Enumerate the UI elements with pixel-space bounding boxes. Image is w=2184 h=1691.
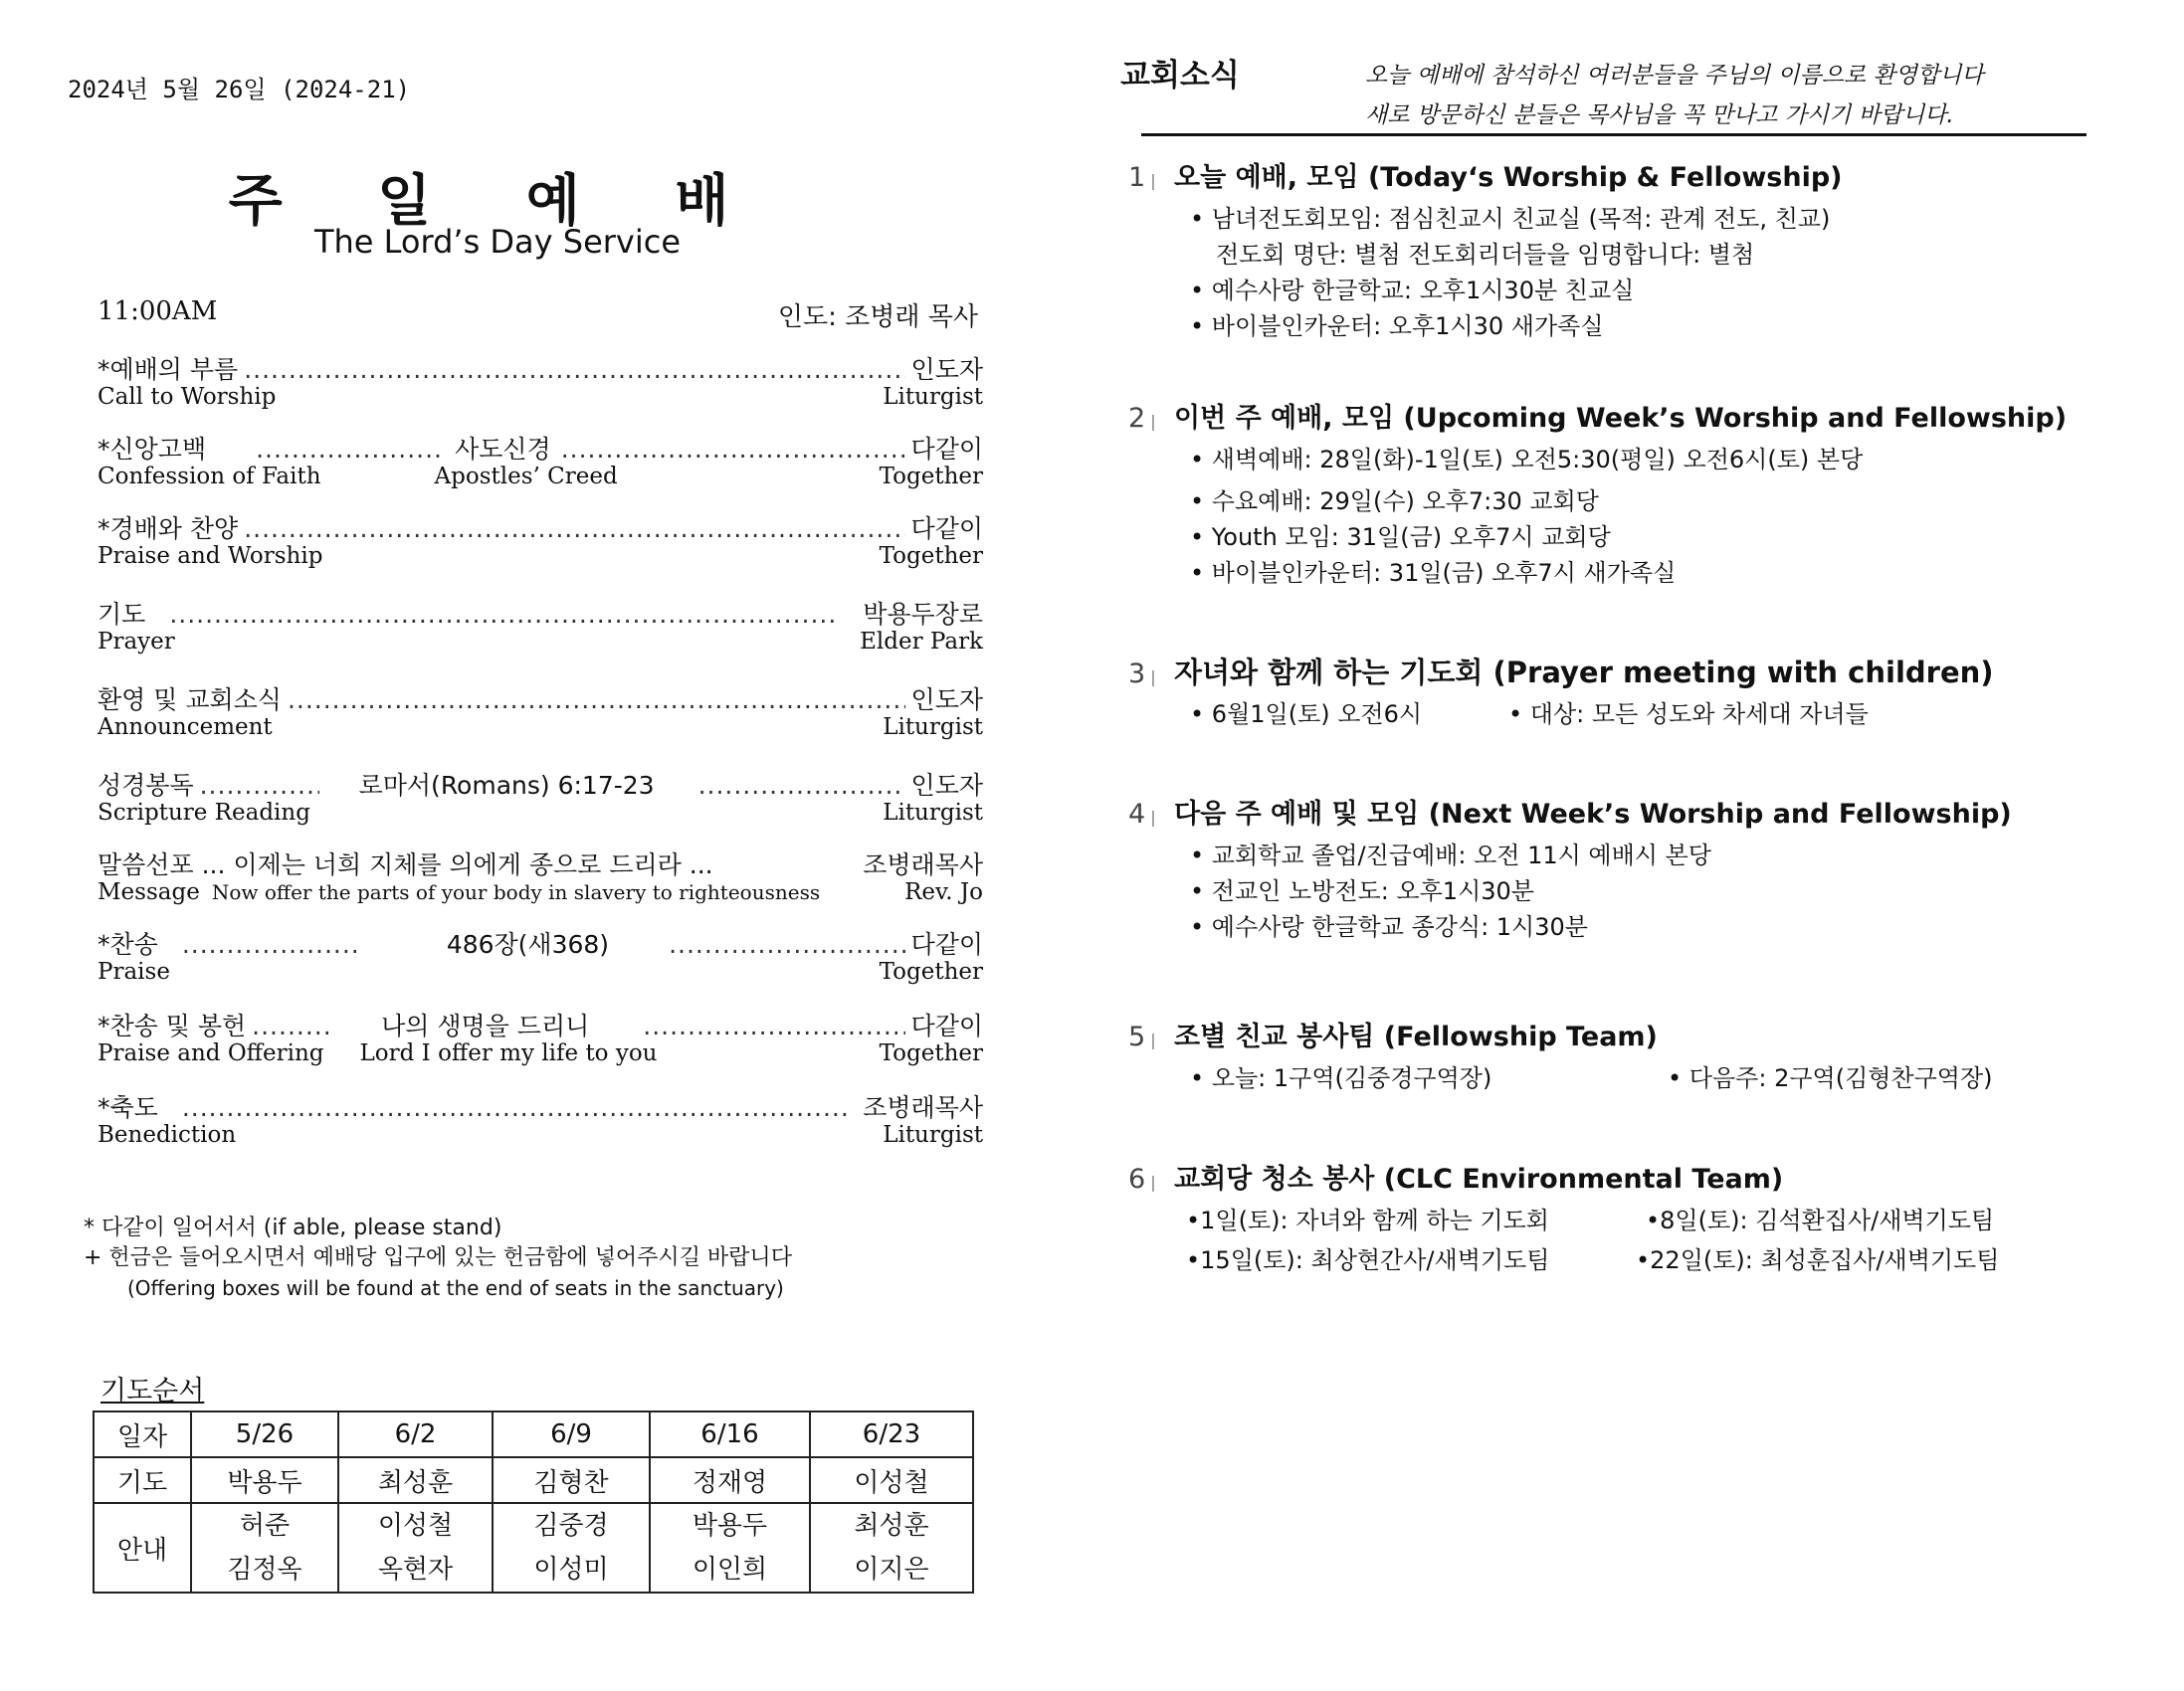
bulletin-date: 2024년 5월 26일 (2024-21) [68,76,411,103]
news-item: •1일(토): 자녀와 함께 하는 기도회 [1186,1207,1549,1234]
guide-name: 박용두 [692,1511,768,1541]
news-item: • 바이블인카운터: 오후1시30 새가족실 [1190,306,1604,342]
guide-name: 이성철 [377,1511,454,1541]
welcome-line: 오늘 예배에 참석하신 여러분들을 주님의 이름으로 환영합니다 [1365,63,1984,89]
news-section-1 [1128,155,2123,342]
item-korean: 말씀선포 [98,850,194,879]
dot-leader [182,1093,849,1122]
section-title: 오늘 예배, 모임 (Today‘s Worship & Fellowship) [1174,162,1843,193]
dot-leader [244,355,904,384]
table-cell: 최성훈 [338,1457,493,1503]
item-who-english: Liturgist [883,800,983,826]
news-item: • 오늘: 1구역(김중경구역장) [1190,1058,1668,1094]
service-notes [84,1214,792,1303]
service-leader: 인도: 조병래 목사 [777,302,978,332]
item-who-korean: 다같이 [910,435,983,464]
table-cell [650,1503,810,1593]
item-korean: 기도 [98,600,146,629]
table-cell: 6/23 [810,1411,973,1457]
news-item: • 대상: 모든 성도와 차세대 자녀들 [1508,694,1869,730]
table-cell: 5/26 [191,1411,338,1457]
table-cell: 6/9 [493,1411,650,1457]
item-who-korean: 박용두장로 [863,600,983,629]
dot-leader [698,771,905,800]
item-english: Message [98,879,200,905]
service-title-english: The Lord’s Day Service [313,223,682,261]
item-who-korean: 인도자 [910,685,983,714]
order-item-message: 말씀선포 ... 이제는 너희 지체를 의에게 종으로 드리라 ... 조병래목사 Message Now offer the parts of your body in slavery to righteousness Rev. Jo [98,846,983,909]
order-item-offering [98,1007,983,1070]
dot-leader [669,930,904,959]
guide-name: 허준 [239,1511,291,1541]
table-cell: 이성철 [810,1457,973,1503]
dot-leader [169,600,839,629]
order-item-hymn [98,925,983,989]
item-who-korean: 조병래목사 [863,1093,983,1122]
news-item: • 6월1일(토) 오전6시 [1190,694,1508,730]
item-korean: *신앙고백 [98,435,207,464]
table-cell [191,1503,338,1593]
guide-name: 이성미 [533,1555,609,1585]
item-middle-english: Lord I offer my life to you [359,1040,658,1066]
dot-leader [561,435,905,464]
news-section-4 [1128,792,2123,943]
dot-leader [244,514,904,543]
section-number: 3 | [1128,658,1174,689]
item-english: Praise and Offering [98,1040,324,1066]
item-who-english: Together [879,543,983,569]
welcome-line: 새로 방문하신 분들은 목사님을 꼭 만나고 가시기 바랍니다. [1365,102,1954,128]
table-header-cell: 안내 [94,1503,191,1593]
news-section-6 [1128,1157,2123,1276]
order-item-benediction [98,1088,983,1152]
welcome-message [1365,56,1984,135]
dot-leader [288,685,905,714]
table-cell: 정재영 [650,1457,810,1503]
news-item: • 교회학교 졸업/진급예배: 오전 11시 예배시 본당 [1190,836,1711,871]
service-time: 11:00AM [98,296,218,326]
order-item-confession [98,430,983,493]
item-who-english: Rev. Jo [904,879,983,905]
item-korean: *축도 [98,1093,158,1122]
table-row [94,1411,973,1457]
table-cell [338,1503,493,1593]
news-item: 전도회 명단: 별첨 전도회리더들을 임명합니다: 별첨 [1216,241,1755,269]
section-number: 4 | [1128,799,1174,830]
item-korean: *예배의 부름 [98,355,239,384]
item-who-korean: 다같이 [910,514,983,543]
dot-leader [252,1012,331,1040]
news-item: • 바이블인카운터: 31일(금) 오후7시 새가족실 [1190,553,1676,589]
guide-name: 김중경 [533,1511,609,1541]
guide-name: 이지은 [854,1555,929,1585]
item-middle-english: Apostles’ Creed [434,464,618,489]
table-cell: 6/2 [338,1411,493,1457]
table-cell: 박용두 [191,1457,338,1503]
prayer-order-title: 기도순서 [100,1376,205,1407]
dot-leader [200,771,319,800]
item-english: Scripture Reading [98,800,310,826]
item-english: Announcement [98,714,273,740]
section-title: 자녀와 함께 하는 기도회 (Prayer meeting with children) [1174,656,1994,689]
table-header-cell: 기도 [94,1457,191,1503]
item-middle-korean: 로마서(Romans) 6:17-23 [358,771,655,800]
item-english: Confession of Faith [98,464,321,489]
item-who-english: Liturgist [883,714,983,740]
item-middle-korean: 나의 생명을 드리니 [381,1012,590,1040]
item-who-korean: 인도자 [910,355,983,384]
order-item-praise-worship [98,509,983,573]
item-middle-korean: 이제는 너희 지체를 의에게 종으로 드리라 [233,850,682,879]
item-middle-korean: 486장(새368) [446,930,610,959]
item-english: Call to Worship [98,384,277,410]
news-item: • 전교인 노방전도: 오후1시30분 [1190,871,1534,907]
service-title-korean: 주 일 예 배 [228,169,767,234]
table-cell [493,1503,650,1593]
table-cell: 6/16 [650,1411,810,1457]
item-who-korean: 다같이 [910,1012,983,1040]
item-who-english: Together [879,1040,983,1066]
table-row [94,1457,973,1503]
offering-note-english: (Offering boxes will be found at the end of seats in the sanctuary) [127,1276,784,1300]
section-title: 다음 주 예배 및 모임 (Next Week’s Worship and Fellowship) [1174,799,2012,830]
dot-leader [256,435,445,464]
order-item-announcement [98,680,983,744]
item-english: Praise [98,959,170,985]
item-who-korean: 다같이 [910,930,983,959]
section-number: 5 | [1128,1022,1174,1052]
guide-name: 김정옥 [227,1555,302,1585]
prayer-order-table [93,1410,974,1594]
news-item: • 예수사랑 한글학교 종강식: 1시30분 [1190,907,1588,943]
item-who-english: Together [879,464,983,489]
item-who-english: Liturgist [883,384,983,410]
item-korean: *찬송 [98,930,158,959]
news-item: • 다음주: 2구역(김형찬구역장) [1668,1058,1993,1094]
item-middle-english: Now offer the parts of your body in slavery to righteousness [211,880,821,904]
dot-leader [182,930,361,959]
item-korean: *경배와 찬양 [98,514,239,543]
item-english: Prayer [98,629,175,655]
news-item: • Youth 모임: 31일(금) 오후7시 교회당 [1190,517,1611,553]
news-item: •15일(토): 최상현간사/새벽기도팀 [1186,1246,1550,1274]
stand-note: * 다같이 일어서서 (if able, please stand) [84,1216,502,1240]
item-english: Benediction [98,1122,237,1148]
news-item: •22일(토): 최성훈집사/새벽기도팀 [1636,1246,2000,1274]
section-number: 6 | [1128,1164,1174,1195]
guide-name: 최성훈 [854,1511,929,1541]
item-english: Praise and Worship [98,543,323,569]
order-item-call-to-worship [98,350,983,414]
section-number: 1 | [1128,162,1174,193]
offering-note: + 헌금은 들어오시면서 예배당 입구에 있는 헌금함에 넣어주시길 바랍니다 [84,1245,792,1270]
item-who-english: Together [879,959,983,985]
table-row [94,1503,973,1593]
table-cell: 김형찬 [493,1457,650,1503]
item-who-english: Elder Park [860,629,983,655]
order-item-prayer [98,595,983,658]
guide-name: 옥현자 [377,1555,454,1585]
item-korean: *찬송 및 봉헌 [98,1012,247,1040]
news-item: • 수요예배: 29일(수) 오후7:30 교회당 [1190,481,1599,517]
section-number: 2 | [1128,403,1174,434]
guide-name: 이인희 [692,1555,768,1585]
news-item: • 남녀전도회모임: 점심친교시 친교실 (목적: 관계 전도, 친교) [1190,199,1830,235]
news-section-3 [1128,651,2123,730]
item-who-korean: 조병래목사 [863,850,983,879]
section-title: 조별 친교 봉사팀 (Fellowship Team) [1174,1022,1658,1052]
news-item: • 새벽예배: 28일(화)-1일(토) 오전5:30(평일) 오전6시(토) 본당 [1190,440,1863,481]
item-korean: 환영 및 교회소식 [98,685,282,714]
church-news-title: 교회소식 [1120,58,1240,94]
news-item: •8일(토): 김석환집사/새벽기도팀 [1646,1207,1995,1234]
item-middle-korean: 사도신경 [455,435,551,464]
table-header-cell: 일자 [94,1411,191,1457]
item-korean: 성경봉독 [98,771,194,800]
news-item: • 예수사랑 한글학교: 오후1시30분 친교실 [1190,271,1634,306]
section-title: 교회당 청소 봉사 (CLC Environmental Team) [1174,1164,1784,1195]
section-title: 이번 주 예배, 모임 (Upcoming Week’s Worship and Fellowship) [1174,403,2068,434]
order-item-scripture [98,766,983,830]
divider [1141,133,2086,136]
dot-leader [643,1012,904,1040]
item-who-korean: 인도자 [910,771,983,800]
table-cell [810,1503,973,1593]
news-section-2 [1128,396,2123,589]
news-section-5 [1128,1015,2123,1094]
item-who-english: Liturgist [883,1122,983,1148]
